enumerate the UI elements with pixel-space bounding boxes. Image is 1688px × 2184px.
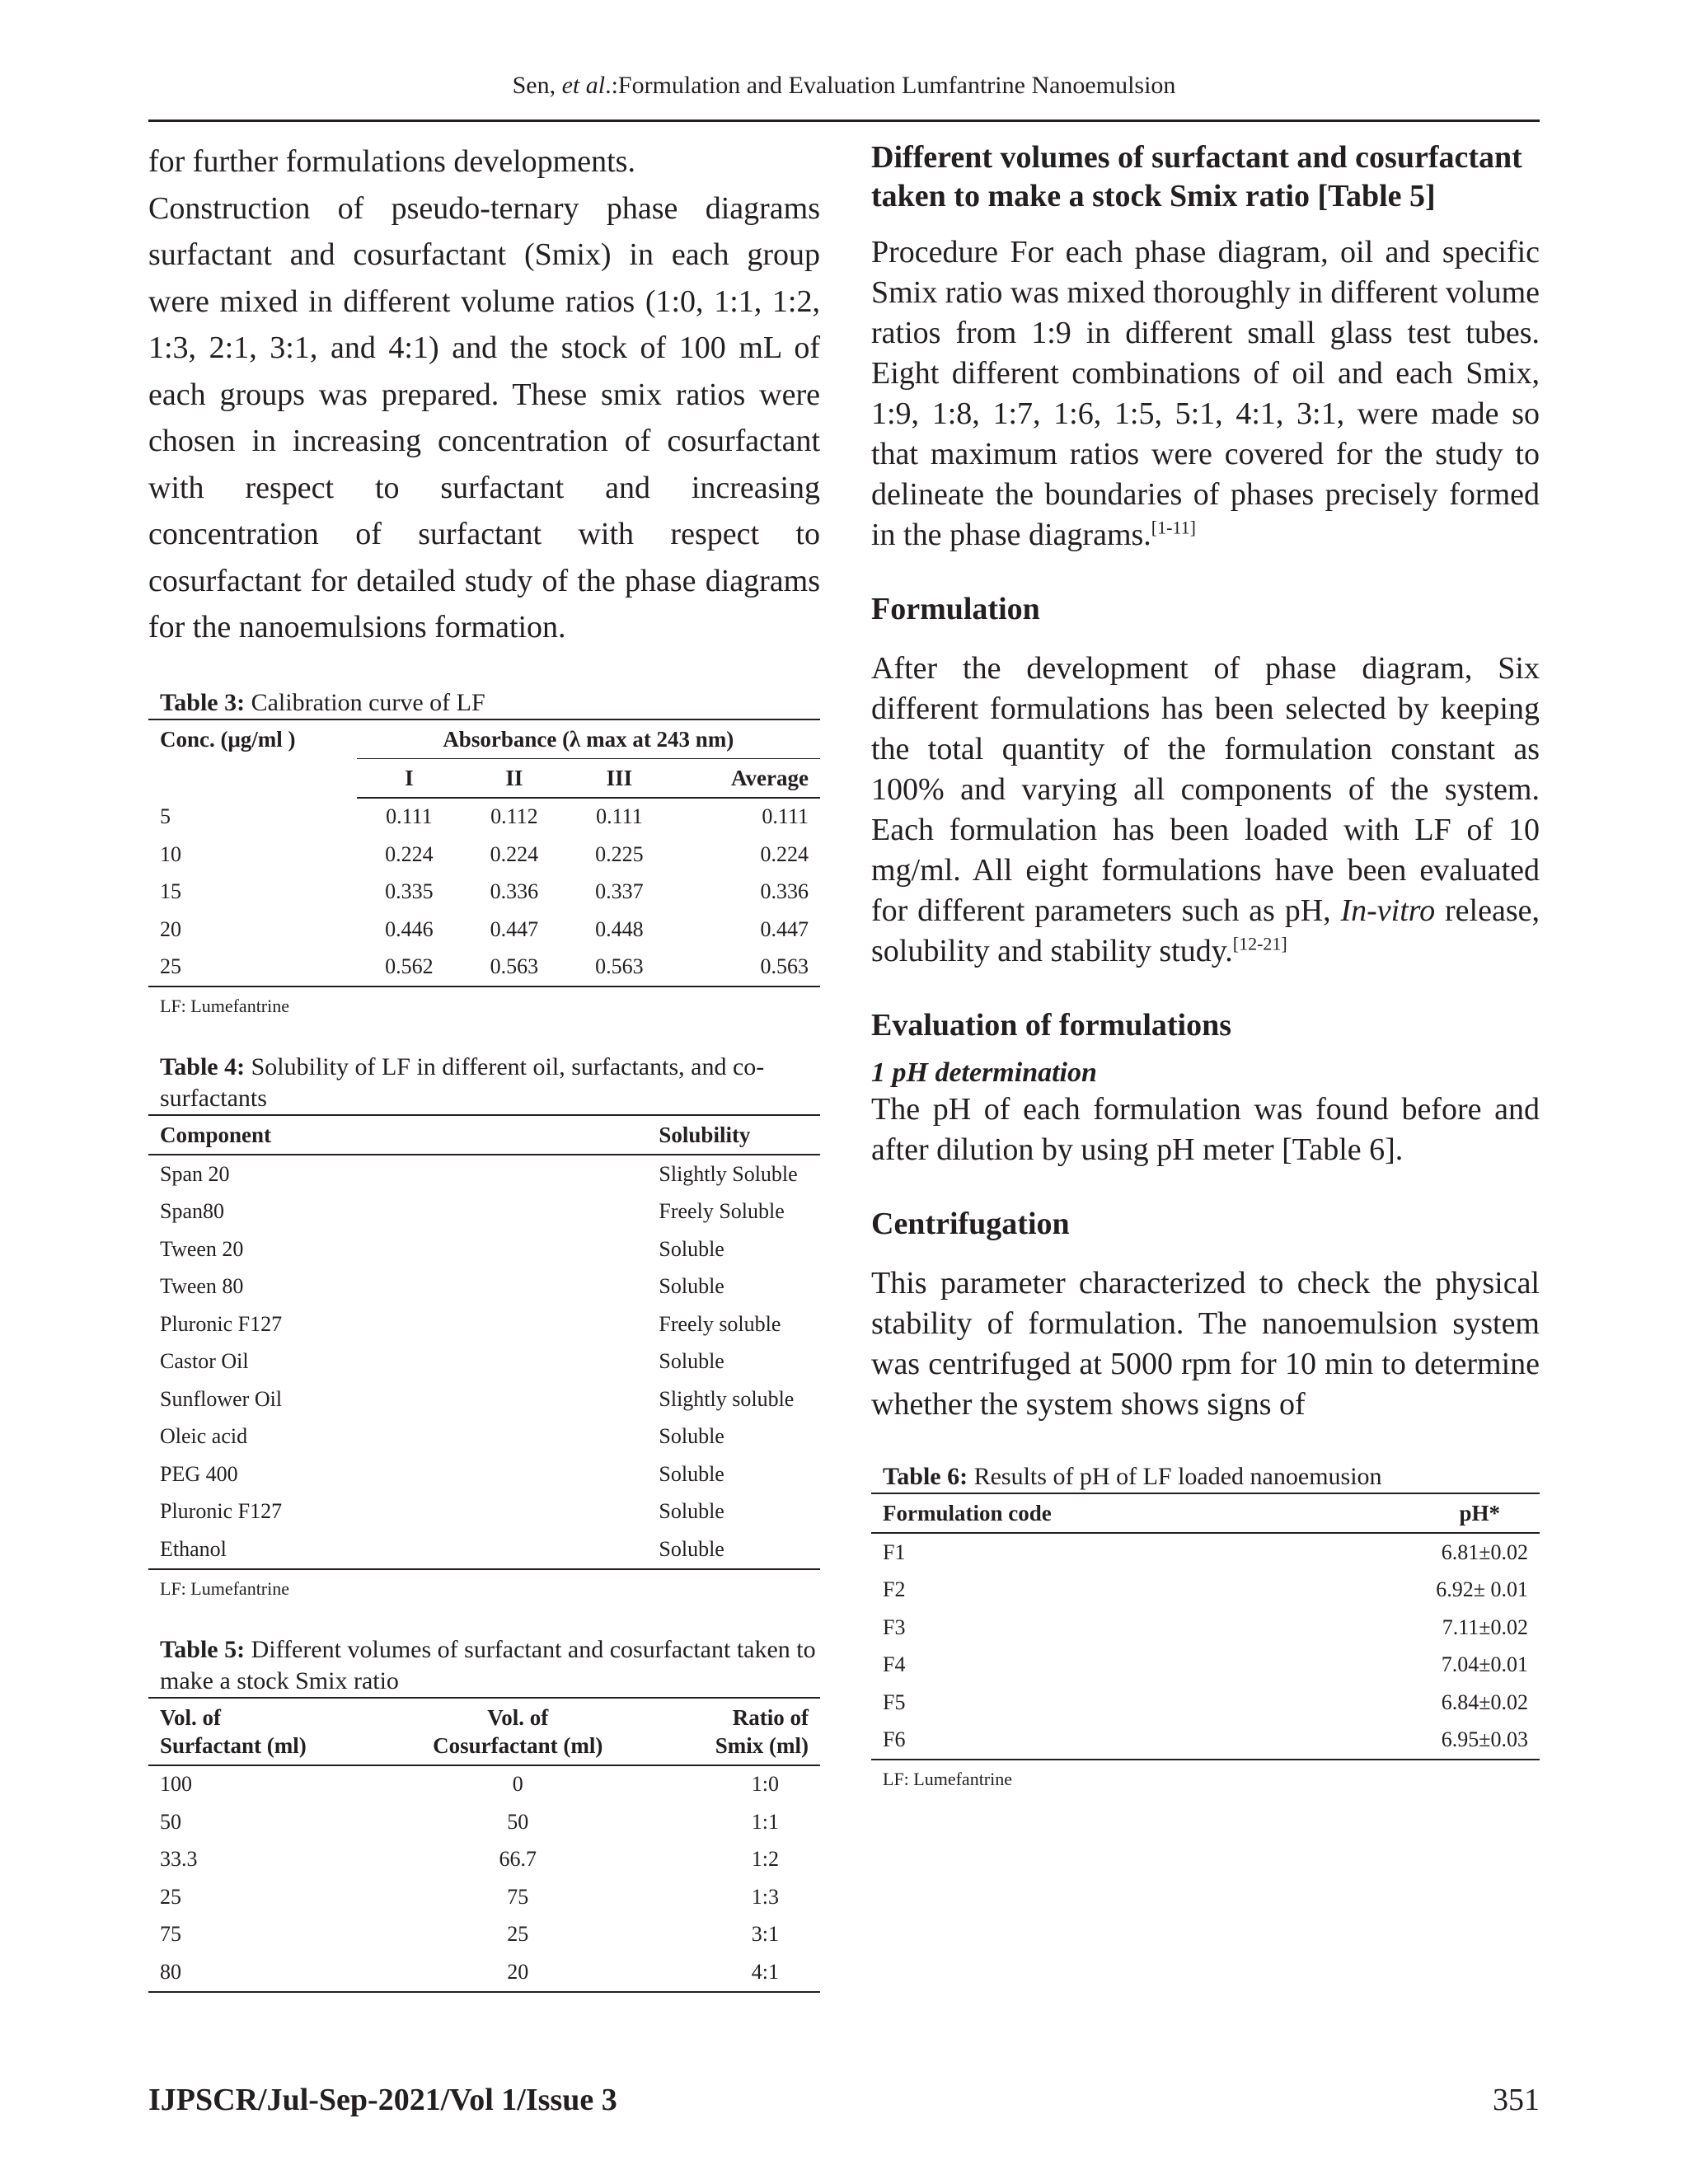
footer-journal: IJPSCR/Jul-Sep-2021/Vol 1/Issue 3 (148, 2083, 617, 2117)
table-cell: Freely soluble (659, 1311, 781, 1336)
table-cell: Pluronic F127 (160, 1311, 283, 1336)
table-cell: 50 (507, 1809, 529, 1834)
table-row (871, 1647, 1540, 1685)
table-cell: 75 (507, 1884, 529, 1909)
table-cell: 50 (160, 1809, 181, 1834)
table-cell: 0.111 (762, 804, 809, 829)
table-cell: Slightly soluble (659, 1386, 795, 1411)
table-cell: 0.563 (462, 949, 567, 987)
table-cell: 0.224 (385, 841, 434, 866)
para-procedure (871, 232, 1540, 555)
table-cell: 0.448 (595, 916, 644, 941)
table-3-label: Table 3: (160, 688, 246, 716)
table-cell: 0.447 (760, 916, 809, 941)
table-cell: 3:1 (751, 1922, 779, 1947)
table-5-col-cosurfactant (363, 1698, 673, 1765)
table-6-col-ph: pH* (1289, 1493, 1540, 1533)
left-column (148, 138, 820, 1993)
table-3-caption (160, 687, 820, 719)
table-row (148, 1493, 820, 1531)
table-6-grid (871, 1493, 1540, 1760)
left-para-1: for further formulations developments. (148, 144, 635, 179)
table-3-grid (148, 719, 820, 988)
table-cell: 0.335 (385, 879, 434, 904)
table-row (871, 1533, 1540, 1572)
table-cell: 66.7 (499, 1847, 537, 1872)
table-cell: 0.224 (760, 841, 809, 866)
table-row (871, 1722, 1540, 1760)
table-row (148, 798, 820, 837)
heading-smix: Different volumes of surfactant and cosurfactant taken to make a stock Smix ratio [Table 5] (871, 140, 1522, 213)
table-cell: 0.111 (386, 804, 433, 829)
table-3 (148, 687, 820, 1019)
table-3-sub-ii: II (462, 758, 567, 798)
table-row (148, 1380, 820, 1418)
table-row (148, 1765, 820, 1804)
table-cell: 0.112 (490, 804, 538, 829)
table-cell: 0.337 (595, 879, 644, 904)
table-cell: 25 (507, 1922, 529, 1947)
para-centrifugation: This parameter characterized to check the physical stability of formulation. The nanoemulsion system was centrifuged at 5000 rpm for 10 min to determine whether the system shows signs of (871, 1266, 1540, 1422)
table-cell: Span80 (160, 1199, 224, 1224)
table-5-grid (148, 1697, 820, 1993)
table-3-sub-average: Average (672, 758, 820, 798)
table-cell: Soluble (659, 1530, 820, 1569)
table-cell: 75 (160, 1922, 181, 1947)
table-5-col-ratio-line2: Smix (ml) (715, 1732, 809, 1758)
table-row (148, 1193, 820, 1231)
table-3-col-conc: Conc. (μg/ml ) (148, 719, 357, 798)
table-5-caption-text: Different volumes of surfactant and cosurfactant taken to make a stock Smix ratio (160, 1635, 816, 1694)
para-formulation-text-b: release, solubility and stability study. (871, 893, 1540, 968)
para-procedure-text: Procedure For each phase diagram, oil and specific Smix ratio was mixed thoroughly in different volume ratios from 1:9 in different small glass test tubes. Eight different combinations of oil and each Smix, 1:9, 1:8, 1:7, 1:6, 1:5, 5:1, 4:1, 3:1, were made so that maximum ratios were covered for the study to delineate the boundaries of phases precisely formed in the phase diagrams. (871, 235, 1540, 552)
table-cell: 0.447 (490, 916, 539, 941)
ref-1-11: [1-11] (1151, 517, 1196, 538)
table-cell: Pluronic F127 (160, 1499, 283, 1524)
table-cell: Tween 20 (160, 1236, 244, 1261)
table-cell: F2 (883, 1577, 906, 1602)
table-6-caption-text: Results of pH of LF loaded nanoemusion (968, 1463, 1382, 1490)
table-row (148, 1803, 820, 1841)
table-5 (148, 1634, 820, 1993)
table-cell: Freely Soluble (659, 1199, 785, 1224)
table-cell: 0.224 (490, 841, 539, 866)
table-cell: 6.81±0.02 (1441, 1540, 1528, 1564)
table-cell: 33.3 (160, 1847, 198, 1872)
table-4-grid (148, 1114, 820, 1570)
table-cell: 0.562 (357, 949, 462, 987)
table-cell: F6 (871, 1722, 1289, 1760)
table-3-sub-i: I (357, 758, 462, 798)
table-cell: 1:3 (751, 1884, 779, 1909)
table-cell: Sunflower Oil (160, 1386, 283, 1411)
table-cell: Tween 80 (160, 1274, 244, 1299)
table-cell: 10 (160, 841, 181, 866)
table-row (148, 1530, 820, 1569)
table-row (148, 1455, 820, 1493)
table-5-label: Table 5: (160, 1635, 246, 1663)
heading-formulation: Formulation (871, 592, 1040, 626)
table-5-col-surfactant-line2: Surfactant (ml) (160, 1732, 307, 1758)
table-cell: 25 (148, 949, 357, 987)
table-4-caption (160, 1052, 803, 1114)
table-4-label: Table 4: (160, 1053, 246, 1080)
table-cell: Ethanol (148, 1530, 659, 1569)
table-3-col-abs: Absorbance (λ max at 243 nm) (357, 719, 820, 759)
table-3-caption-text: Calibration curve of LF (245, 688, 485, 716)
table-row (871, 1572, 1540, 1610)
table-cell: 6.92± 0.01 (1436, 1577, 1528, 1602)
table-cell: 80 (148, 1953, 363, 1992)
table-cell: 1:2 (751, 1847, 779, 1872)
table-cell: 7.04±0.01 (1441, 1652, 1528, 1677)
table-5-caption (160, 1634, 819, 1697)
table-cell: Span 20 (160, 1161, 230, 1186)
table-cell: Soluble (659, 1349, 724, 1374)
table-cell: 0 (512, 1772, 523, 1797)
table-5-col-surfactant (148, 1698, 363, 1765)
table-5-col-ratio-line1: Ratio of (732, 1704, 809, 1730)
left-para-2: Construction of pseudo-ternary phase diagrams surfactant and cosurfactant (Smix) in each group were mixed in different volume ratios (1:0, 1:1, 1:2, 1:3, 2:1, 3:1, and 4:1) and the stock of 100 mL of each groups was prepared. These smix ratios were chosen in increasing concentration of cosurfactant with respect to surfactant and increasing concentration of surfactant with respect to cosurfactant for detailed study of the phase diagrams for the nanoemulsions formation. (148, 190, 820, 644)
table-6 (871, 1461, 1540, 1792)
table-5-col-surfactant-line1: Vol. of (160, 1704, 222, 1730)
table-row (148, 1841, 820, 1879)
table-cell: Soluble (659, 1274, 724, 1299)
table-4-col-component: Component (148, 1115, 659, 1155)
header-author: Sen, (512, 72, 562, 99)
table-4-col-solubility: Solubility (659, 1115, 820, 1155)
table-5-col-cosurfactant-line1: Vol. of (487, 1704, 549, 1730)
table-cell: 0.225 (595, 841, 644, 866)
table-cell: F1 (883, 1540, 906, 1564)
table-3-sub-iii: III (567, 758, 673, 798)
table-row (148, 874, 820, 912)
table-cell: 25 (160, 1884, 181, 1909)
table-row (148, 949, 820, 987)
heading-centrifugation: Centrifugation (871, 1207, 1070, 1241)
table-cell: F4 (883, 1652, 906, 1677)
table-4 (148, 1052, 820, 1601)
table-6-caption (883, 1461, 1540, 1493)
table-cell: 0.446 (385, 916, 434, 941)
table-row (148, 1155, 820, 1193)
page-number: 351 (1493, 2083, 1540, 2117)
running-header (0, 69, 1688, 102)
heading-evaluation: Evaluation of formulations (871, 1008, 1232, 1043)
table-cell: 7.11±0.02 (1442, 1615, 1528, 1639)
table-cell: 1:1 (751, 1809, 779, 1834)
table-row (871, 1609, 1540, 1647)
table-cell: Soluble (659, 1461, 724, 1486)
table-3-footnote: LF: Lumefantrine (160, 996, 290, 1016)
table-cell: 6.95±0.03 (1289, 1722, 1540, 1760)
table-cell: 0.563 (672, 949, 820, 987)
para-formulation-italic: In-vitro (1340, 893, 1436, 928)
table-cell: Castor Oil (160, 1349, 249, 1374)
right-column (871, 138, 1540, 1792)
table-cell: 0.336 (760, 879, 809, 904)
table-5-col-ratio (673, 1698, 820, 1765)
table-row (148, 1305, 820, 1343)
table-row (148, 836, 820, 874)
table-row (871, 1684, 1540, 1722)
table-cell: 0.111 (596, 804, 643, 829)
para-formulation (871, 649, 1540, 972)
table-cell: Slightly Soluble (659, 1161, 798, 1186)
table-cell: F5 (883, 1690, 906, 1714)
table-6-col-code: Formulation code (871, 1493, 1289, 1533)
table-cell: 100 (160, 1772, 192, 1797)
table-cell: 20 (363, 1953, 673, 1992)
header-etal: et al (561, 72, 606, 99)
table-cell: PEG 400 (160, 1461, 238, 1486)
subheading-ph: 1 pH determination (871, 1057, 1097, 1088)
para-formulation-text-a: After the development of phase diagram, Six different formulations has been selected by keeping the total quantity of the formulation constant as 100% and varying all components of the system. Each formulation has been loaded with LF of 10 mg/ml. All eight formulations have been evaluated for different parameters such as pH, (871, 651, 1540, 928)
table-cell: 15 (160, 879, 181, 904)
table-row (148, 1916, 820, 1954)
table-row (148, 1230, 820, 1268)
table-cell: Oleic acid (160, 1424, 248, 1449)
ref-12-21: [12-21] (1232, 933, 1287, 954)
table-cell: F3 (883, 1615, 906, 1639)
table-6-label: Table 6: (883, 1463, 968, 1490)
table-4-caption-text: Solubility of LF in different oil, surfactants, and co-surfactants (160, 1053, 765, 1112)
table-row (148, 1268, 820, 1306)
table-row (148, 1343, 820, 1381)
table-cell: 0.336 (490, 879, 539, 904)
table-cell: Soluble (659, 1424, 724, 1449)
table-cell: 20 (160, 916, 181, 941)
table-cell: 0.563 (567, 949, 673, 987)
table-cell: 1:0 (751, 1772, 779, 1797)
table-row (148, 911, 820, 949)
table-row (148, 1878, 820, 1916)
table-cell: 5 (160, 804, 171, 828)
table-4-footnote: LF: Lumefantrine (160, 1577, 290, 1599)
table-cell: 6.84±0.02 (1441, 1690, 1528, 1714)
table-cell: Soluble (659, 1499, 724, 1524)
header-title: .:Formulation and Evaluation Lumfantrine Nanoemulsion (605, 72, 1176, 99)
table-cell: Soluble (659, 1236, 724, 1261)
table-row (148, 1953, 820, 1992)
table-5-col-cosurfactant-line2: Cosurfactant (ml) (433, 1732, 603, 1758)
table-6-footnote: LF: Lumefantrine (883, 1769, 1013, 1789)
header-rule (148, 120, 1540, 122)
table-cell: 4:1 (673, 1953, 820, 1992)
para-ph: The pH of each formulation was found before and after dilution by using pH meter [Table 6]. (871, 1092, 1540, 1167)
table-row (148, 1418, 820, 1456)
